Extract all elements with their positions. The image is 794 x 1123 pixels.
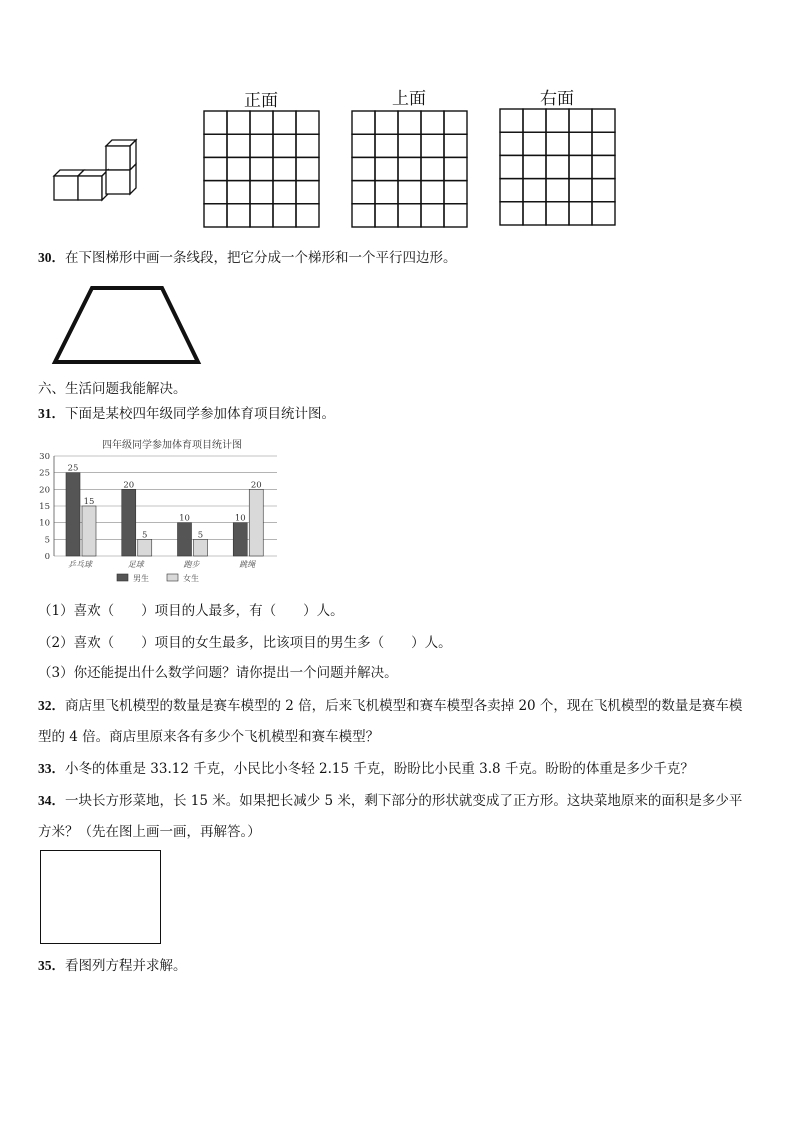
- grid-cell[interactable]: [273, 204, 296, 227]
- grid-cell[interactable]: [375, 181, 398, 204]
- grid-cell[interactable]: [250, 134, 273, 157]
- top-view-label: 上面: [392, 89, 426, 109]
- grid-cell[interactable]: [398, 157, 421, 180]
- grid-cell[interactable]: [204, 157, 227, 180]
- grid-cell[interactable]: [569, 155, 592, 178]
- legend-swatch: [167, 574, 178, 581]
- question-text: 下面是某校四年级同学参加体育项目统计图。: [65, 406, 335, 422]
- grid-cell[interactable]: [352, 111, 375, 134]
- grid-cell[interactable]: [250, 157, 273, 180]
- y-tick-label: 25: [39, 468, 50, 479]
- grid-cell[interactable]: [523, 132, 546, 155]
- grid-cell[interactable]: [444, 204, 467, 227]
- grid-cell[interactable]: [569, 132, 592, 155]
- grid-cell[interactable]: [352, 157, 375, 180]
- chart-bar-girls: [194, 539, 208, 556]
- grid-cell[interactable]: [352, 134, 375, 157]
- grid-cell[interactable]: [444, 181, 467, 204]
- question-30: [38, 249, 457, 267]
- grid-cell[interactable]: [375, 111, 398, 134]
- question-number: 32．: [38, 698, 65, 713]
- grid-cell[interactable]: [500, 132, 523, 155]
- grid-cell[interactable]: [444, 134, 467, 157]
- y-tick-label: 15: [39, 502, 50, 512]
- grid-cell[interactable]: [296, 157, 319, 180]
- y-tick-label: 10: [39, 518, 50, 529]
- grid-cell[interactable]: [592, 179, 615, 202]
- grid-cell[interactable]: [250, 204, 273, 227]
- question-text: 一块长方形菜地，长 15 米。如果把长减少 5 米，剩下部分的形状就变成了正方形。这块菜地原来的面积是多少平: [65, 793, 743, 809]
- grid-cell[interactable]: [227, 111, 250, 134]
- question-31: [38, 405, 335, 423]
- legend-label: 男生: [133, 574, 149, 583]
- bar-value-label: 15: [83, 497, 95, 507]
- grid-cell[interactable]: [546, 132, 569, 155]
- grid-cell[interactable]: [500, 179, 523, 202]
- y-tick-label: 5: [44, 535, 50, 546]
- grid-cell[interactable]: [227, 204, 250, 227]
- grid-cell[interactable]: [296, 181, 319, 204]
- grid-cell[interactable]: [398, 204, 421, 227]
- question-35: [38, 957, 187, 975]
- grid-cell[interactable]: [398, 111, 421, 134]
- question-number: 34．: [38, 793, 65, 808]
- grid-cell[interactable]: [569, 179, 592, 202]
- grid-cell[interactable]: [375, 157, 398, 180]
- bar-value-label: 10: [179, 513, 190, 524]
- grid-cell[interactable]: [592, 109, 615, 132]
- chart-bar-girls: [138, 539, 152, 556]
- legend-swatch: [117, 574, 128, 581]
- grid-cell[interactable]: [421, 181, 444, 204]
- grid-cell[interactable]: [523, 179, 546, 202]
- grid-cell[interactable]: [398, 134, 421, 157]
- grid-cell[interactable]: [227, 134, 250, 157]
- right-view-grid[interactable]: [499, 108, 616, 226]
- question-text: 看图列方程并求解。: [65, 958, 187, 974]
- category-label: 跳绳: [239, 560, 256, 569]
- grid-cell[interactable]: [523, 155, 546, 178]
- grid-cell[interactable]: [296, 134, 319, 157]
- question-31-sub2: （2）喜欢（ ）项目的女生最多，比该项目的男生多（ ）人。: [38, 635, 452, 651]
- bar-value-label: 5: [197, 530, 204, 541]
- question-text: 小冬的体重是 33.12 千克，小民比小冬轻 2.15 千克，盼盼比小民重 3.8 千克。盼盼的体重是多少千克？: [65, 761, 694, 777]
- bar-chart: [32, 434, 282, 594]
- question-number: 35．: [38, 958, 65, 973]
- grid-cell[interactable]: [546, 179, 569, 202]
- grid-cell[interactable]: [227, 157, 250, 180]
- grid-cell[interactable]: [523, 202, 546, 225]
- grid-cell[interactable]: [569, 109, 592, 132]
- grid-cell[interactable]: [592, 155, 615, 178]
- grid-cell[interactable]: [500, 202, 523, 225]
- grid-cell[interactable]: [250, 111, 273, 134]
- question-number: 33．: [38, 761, 65, 776]
- question-32-line1: [38, 697, 742, 715]
- grid-cell[interactable]: [546, 109, 569, 132]
- question-32-line2: 型的 4 倍。商店里原来各有多少个飞机模型和赛车模型？: [38, 729, 380, 745]
- grid-cell[interactable]: [421, 134, 444, 157]
- grid-cell[interactable]: [546, 155, 569, 178]
- grid-cell[interactable]: [273, 111, 296, 134]
- chart-bar-boys: [122, 489, 136, 556]
- grid-cell[interactable]: [296, 204, 319, 227]
- grid-cell[interactable]: [523, 109, 546, 132]
- grid-cell[interactable]: [444, 157, 467, 180]
- grid-cell[interactable]: [592, 202, 615, 225]
- grid-cell[interactable]: [273, 134, 296, 157]
- question-31-sub1: （1）喜欢（ ）项目的人最多，有（ ）人。: [38, 603, 344, 619]
- square-drawing-area[interactable]: [40, 850, 161, 944]
- bar-value-label: 20: [123, 480, 135, 491]
- bar-value-label: 10: [234, 513, 246, 524]
- trapezoid-figure[interactable]: [50, 284, 205, 366]
- y-tick-label: 0: [44, 552, 50, 562]
- top-view-grid[interactable]: [351, 110, 468, 228]
- chart-bar-girls: [249, 489, 263, 556]
- grid-cell[interactable]: [444, 111, 467, 134]
- y-tick-label: 30: [39, 452, 50, 462]
- bar-value-label: 25: [67, 463, 79, 474]
- section-6-heading: 六、生活问题我能解决。: [38, 381, 187, 397]
- grid-cell[interactable]: [352, 204, 375, 227]
- grid-cell[interactable]: [204, 134, 227, 157]
- y-tick-label: 20: [39, 485, 50, 496]
- grid-cell[interactable]: [204, 181, 227, 204]
- grid-cell[interactable]: [500, 155, 523, 178]
- category-label: 跑步: [183, 560, 200, 569]
- grid-cell[interactable]: [421, 204, 444, 227]
- grid-cell[interactable]: [500, 109, 523, 132]
- chart-title: 四年级同学参加体育项目统计图: [102, 440, 242, 451]
- legend-label: 女生: [183, 574, 199, 583]
- question-text: 商店里飞机模型的数量是赛车模型的 2 倍，后来飞机模型和赛车模型各卖掉 20 个，现在飞机模型的数量是赛车模: [65, 698, 743, 714]
- grid-cell[interactable]: [352, 181, 375, 204]
- grid-cell[interactable]: [421, 111, 444, 134]
- question-number: 31．: [38, 406, 65, 421]
- category-label: 足球: [127, 560, 144, 569]
- grid-cell[interactable]: [569, 202, 592, 225]
- grid-cell[interactable]: [375, 204, 398, 227]
- bar-value-label: 5: [142, 530, 148, 541]
- grid-cell[interactable]: [546, 202, 569, 225]
- question-34-line2: 方米？（先在图上画一画，再解答。）: [38, 824, 261, 840]
- grid-cell[interactable]: [592, 132, 615, 155]
- right-view-label: 右面: [540, 89, 574, 109]
- question-33: [38, 760, 694, 778]
- grid-cell[interactable]: [204, 111, 227, 134]
- grid-cell[interactable]: [421, 157, 444, 180]
- category-label: 乒乓球: [68, 560, 92, 569]
- chart-bar-boys: [66, 473, 80, 556]
- front-view-label: 正面: [244, 91, 278, 111]
- bar-value-label: 20: [250, 480, 262, 491]
- chart-bar-girls: [82, 506, 96, 556]
- question-text: 在下图梯形中画一条线段，把它分成一个梯形和一个平行四边形。: [65, 250, 457, 266]
- grid-cell[interactable]: [273, 181, 296, 204]
- grid-cell[interactable]: [227, 181, 250, 204]
- grid-cell[interactable]: [204, 204, 227, 227]
- grid-cell[interactable]: [296, 111, 319, 134]
- front-view-grid[interactable]: [203, 110, 320, 228]
- grid-cell[interactable]: [273, 157, 296, 180]
- grid-cell[interactable]: [375, 134, 398, 157]
- chart-bar-boys: [178, 523, 192, 556]
- question-31-sub3: （3）你还能提出什么数学问题？请你提出一个问题并解决。: [38, 665, 398, 681]
- question-34-line1: [38, 792, 742, 810]
- grid-cell[interactable]: [250, 181, 273, 204]
- grid-cell[interactable]: [398, 181, 421, 204]
- chart-bar-boys: [233, 523, 247, 556]
- cube-stack-figure: [50, 138, 140, 208]
- question-number: 30．: [38, 250, 65, 265]
